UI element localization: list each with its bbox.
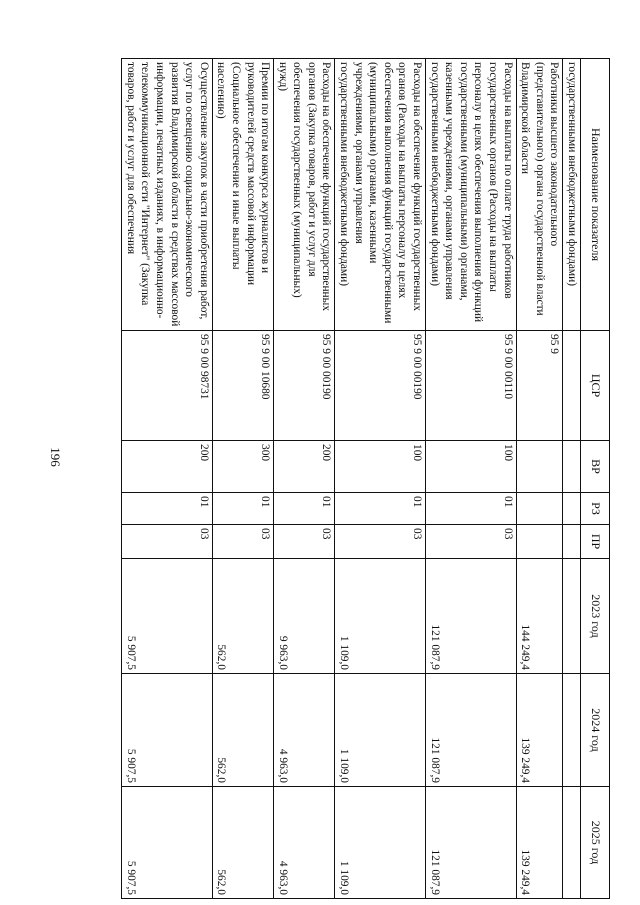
- row-name: Расходы на выплаты по оплате труда работников государственных органов (Расходы на выплаты персоналу в целях обеспечения выполнения функций государственными (муниципальными) органами, казенными учреждениями, органами управления государственными внебюджетными фондами): [426, 59, 517, 331]
- row-rz: 01: [274, 493, 335, 525]
- row-2024: 139 249,4: [516, 674, 563, 787]
- rotated-table-container: [121, 58, 610, 898]
- row-csr: 95 9 00 00190: [335, 331, 426, 441]
- row-pr: 03: [122, 525, 213, 559]
- row-csr: 95 9: [516, 331, 563, 441]
- row-2023: 144 249,4: [516, 559, 563, 674]
- row-csr: 95 9 00 98731: [122, 331, 213, 441]
- row-2024: 121 087,9: [426, 674, 517, 787]
- budget-table: [121, 58, 610, 899]
- row-pr: 03: [426, 525, 517, 559]
- row-name: Премии по итогам конкурса журналистов и руководителей средств массовой информации (Социальное обеспечение и иные выплаты населению): [212, 59, 273, 331]
- row-csr: 95 9 00 00190: [274, 331, 335, 441]
- row-2025: 121 087,9: [426, 787, 517, 899]
- table-row: [335, 59, 426, 899]
- row-pr: 03: [274, 525, 335, 559]
- row-2024: 5 907,5: [122, 674, 213, 787]
- row-name: Работники высшего законодательного (представительного) органа государственной власти Владимирской области: [516, 59, 563, 331]
- row-2024: 562,0: [212, 674, 273, 787]
- col-header-vr: ВР: [581, 441, 610, 493]
- row-name: Расходы на обеспечение функций государственных органов (Расходы на выплаты персоналу в целях обеспечения выполнения функций государственными (муниципальными) органами, казенными учреждениями, органами управления государственными внебюджетными фондами): [335, 59, 426, 331]
- row-rz: 01: [212, 493, 273, 525]
- row-name: Расходы на обеспечение функций государственных органов (Закупка товаров, работ и услуг для обеспечения государственных (муниципальных) нужд): [274, 59, 335, 331]
- row-vr: 200: [274, 441, 335, 493]
- row-rz: 01: [122, 493, 213, 525]
- row-csr: 95 9 00 00110: [426, 331, 517, 441]
- row-csr: 95 9 00 10680: [212, 331, 273, 441]
- col-header-csr: ЦСР: [581, 331, 610, 441]
- row-vr: [516, 441, 563, 493]
- row-2023: 9 963,0: [274, 559, 335, 674]
- row-vr: 100: [426, 441, 517, 493]
- table-row: [274, 59, 335, 899]
- row-vr: 200: [122, 441, 213, 493]
- col-header-2025: 2025 год: [581, 787, 610, 899]
- col-header-2024: 2024 год: [581, 674, 610, 787]
- row-pr: [516, 525, 563, 559]
- row-pr: 03: [212, 525, 273, 559]
- page-number: 196: [48, 447, 63, 467]
- row-2023: 1 109,0: [335, 559, 426, 674]
- row-2025: 5 907,5: [122, 787, 213, 899]
- continuation-row: [563, 59, 581, 899]
- table-row: [426, 59, 517, 899]
- col-header-name: Наименование показателя: [581, 59, 610, 331]
- row-rz: [516, 493, 563, 525]
- col-header-rz: РЗ: [581, 493, 610, 525]
- row-2025: 139 249,4: [516, 787, 563, 899]
- row-vr: 300: [212, 441, 273, 493]
- col-header-pr: ПР: [581, 525, 610, 559]
- row-2023: 5 907,5: [122, 559, 213, 674]
- table-row: [516, 59, 563, 899]
- row-2025: 1 109,0: [335, 787, 426, 899]
- row-vr: 100: [335, 441, 426, 493]
- row-2024: 1 109,0: [335, 674, 426, 787]
- col-header-2023: 2023 год: [581, 559, 610, 674]
- row-rz: 01: [426, 493, 517, 525]
- row-rz: 01: [335, 493, 426, 525]
- table-row: [122, 59, 213, 899]
- row-2023: 562,0: [212, 559, 273, 674]
- row-2025: 562,0: [212, 787, 273, 899]
- row-name: Осуществление закупок в части приобретения работ, услуг по освещению социально-экономического развития Владимирской области в средствах массовой информации, печатных изданиях, в информационно-телекоммуникационной сети "Интернет" (Закупка товаров, работ и услуг для обеспечения: [122, 59, 213, 331]
- row-2024: 4 963,0: [274, 674, 335, 787]
- continuation-text: государственными внебюджетными фондами): [563, 59, 581, 331]
- header-row: [581, 59, 610, 899]
- row-2023: 121 087,9: [426, 559, 517, 674]
- table-row: [212, 59, 273, 899]
- row-2025: 4 963,0: [274, 787, 335, 899]
- row-pr: 03: [335, 525, 426, 559]
